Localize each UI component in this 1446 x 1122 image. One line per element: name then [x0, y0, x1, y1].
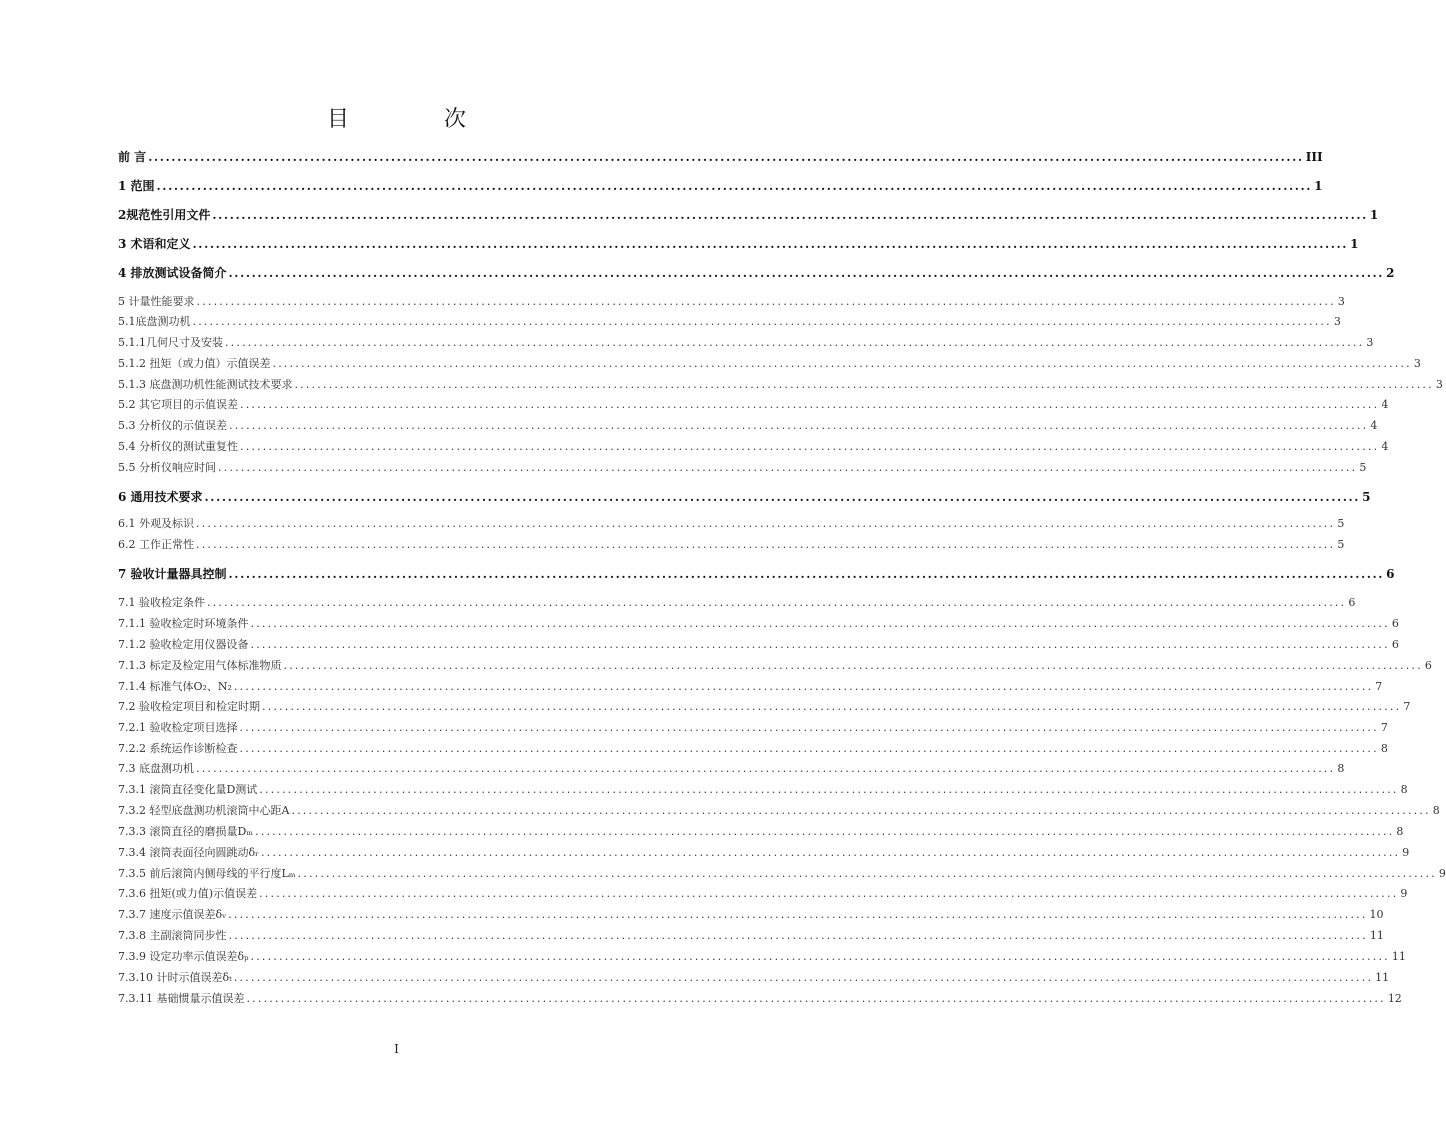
toc-leader-dots: ........................................................................................................................................................................................................	[228, 929, 1368, 942]
toc-entry[interactable]	[118, 720, 1388, 736]
toc-leader-dots: ........................................................................................................................................................................................................	[207, 596, 1347, 609]
toc-entry[interactable]	[118, 516, 1345, 532]
toc-entry-page: 5	[1362, 490, 1371, 504]
toc-entry-label: 7.3.3 滚筒直径的磨损量Dₘ	[118, 825, 254, 838]
toc-entry[interactable]	[118, 177, 1323, 195]
page-number: I	[394, 1042, 399, 1056]
toc-entry-page: 6	[1391, 638, 1399, 651]
toc-entry-label: 5.5 分析仪响应时间	[118, 461, 216, 474]
toc-entry[interactable]	[118, 356, 1421, 372]
toc-entry-page: 8	[1396, 825, 1404, 838]
toc-entry[interactable]	[118, 377, 1443, 393]
toc-entry-label: 7.1.3 标定及检定用气体标准物质	[118, 659, 282, 672]
toc-entry-page: 10	[1369, 908, 1384, 921]
toc-entry[interactable]	[118, 595, 1356, 611]
toc-entry[interactable]	[118, 741, 1388, 757]
toc-entry-label: 7.3.2 轻型底盘测功机滚筒中心距A	[118, 804, 290, 817]
toc-entry-page: 7	[1380, 721, 1388, 734]
toc-leader-dots: ........................................................................................................................................................................................................	[239, 721, 1379, 734]
toc-entry[interactable]	[118, 699, 1411, 715]
toc-entry-page: 11	[1391, 950, 1406, 963]
toc-leader-dots: ........................................................................................................................................................................................................	[192, 315, 1332, 328]
toc-leader-dots: ........................................................................................................................................................................................................	[233, 971, 1374, 984]
toc-entry-page: 3	[1366, 336, 1374, 349]
toc-entry-page: 1	[1314, 179, 1323, 193]
toc-entry-page: 8	[1432, 804, 1440, 817]
toc-entry[interactable]	[118, 970, 1390, 986]
toc-entry[interactable]	[118, 565, 1395, 583]
toc-entry-page: 1	[1369, 208, 1379, 222]
toc-leader-dots: ........................................................................................................................................................................................................	[196, 762, 1336, 775]
toc-leader-dots: ........................................................................................................................................................................................................	[250, 950, 1390, 963]
toc-entry-page: 6	[1386, 567, 1395, 581]
toc-entry-page: 8	[1400, 783, 1408, 796]
toc-leader-dots: ........................................................................................................................................................................................................	[297, 867, 1437, 880]
toc-entry-label: 7.3.11 基础惯量示值误差	[118, 992, 245, 1005]
toc-entry[interactable]	[118, 235, 1359, 253]
toc-entry-page: 3	[1337, 295, 1345, 308]
toc-entry-label: 7.3.10 计时示值误差δₜ	[118, 971, 232, 984]
toc-entry-label: 7.2.1 验收检定项目选择	[118, 721, 238, 734]
toc-entry-label: 7.3.4 滚筒表面径向圆跳动δᵣ	[118, 846, 259, 859]
toc-entry[interactable]	[118, 949, 1406, 965]
toc-leader-dots: ........................................................................................................................................................................................................	[192, 237, 1349, 251]
toc-entry-label: 5.1.3 底盘测功机性能测试技术要求	[118, 378, 293, 391]
toc-entry-page: 4	[1381, 440, 1389, 453]
toc-leader-dots: ........................................................................................................................................................................................................	[212, 208, 1368, 222]
toc-entry-page: 7	[1403, 700, 1411, 713]
toc-entry-label: 7.2.2 系统运作诊断检查	[118, 742, 238, 755]
toc-entry-page: 4	[1381, 398, 1389, 411]
toc-leader-dots: ........................................................................................................................................................................................................	[228, 567, 1385, 581]
toc-entry-label: 7 验收计量器具控制	[118, 567, 227, 581]
toc-entry[interactable]	[118, 418, 1378, 434]
toc-entry[interactable]	[118, 206, 1379, 224]
toc-entry[interactable]	[118, 886, 1408, 902]
toc-entry[interactable]	[118, 907, 1384, 923]
toc-entry-page: 11	[1375, 971, 1390, 984]
toc-entry-page: 1	[1350, 237, 1359, 251]
toc-leader-dots: ........................................................................................................................................................................................................	[250, 638, 1390, 651]
toc-entry-page: 2	[1386, 266, 1395, 280]
toc-entry-label: 5.1底盘测功机	[118, 315, 191, 328]
toc-entry-page: 5	[1337, 538, 1345, 551]
toc-entry-label: 5 计量性能要求	[118, 295, 195, 308]
toc-entry-label: 7.3.1 滚筒直径变化量D测试	[118, 783, 258, 796]
toc-leader-dots: ........................................................................................................................................................................................................	[228, 266, 1385, 280]
toc-entry-label: 5.3 分析仪的示值误差	[118, 419, 227, 432]
toc-entry[interactable]	[118, 148, 1323, 166]
toc-entry-page: 6	[1391, 617, 1399, 630]
toc-entry[interactable]	[118, 397, 1389, 413]
toc-entry-page: 4	[1370, 419, 1378, 432]
toc-entry-page: 9	[1402, 846, 1410, 859]
toc-leader-dots: ........................................................................................................................................................................................................	[259, 783, 1399, 796]
toc-entry-page: 12	[1387, 992, 1402, 1005]
toc-leader-dots: ........................................................................................................................................................................................................	[204, 490, 1361, 504]
toc-entry-page: 9	[1438, 867, 1446, 880]
toc-entry-label: 3 术语和定义	[118, 237, 191, 251]
toc-leader-dots: ........................................................................................................................................................................................................	[218, 461, 1358, 474]
toc-entry-page: 6	[1348, 596, 1356, 609]
toc-entry[interactable]	[118, 824, 1404, 840]
toc-entry-label: 7.3.8 主副滚筒同步性	[118, 929, 227, 942]
toc-leader-dots: ........................................................................................................................................................................................................	[283, 659, 1423, 672]
toc-entry-label: 5.1.1几何尺寸及安装	[118, 336, 223, 349]
toc-entry-label: 7.3.9 设定功率示值误差δₚ	[118, 950, 249, 963]
toc-entry-page: 9	[1400, 887, 1408, 900]
toc-leader-dots: ........................................................................................................................................................................................................	[259, 887, 1399, 900]
toc-leader-dots: ........................................................................................................................................................................................................	[240, 398, 1380, 411]
toc-entry[interactable]	[118, 679, 1383, 695]
toc-leader-dots: ........................................................................................................................................................................................................	[240, 440, 1380, 453]
toc-entry[interactable]	[118, 616, 1399, 632]
toc-entry[interactable]	[118, 314, 1341, 330]
toc-entry-page: 11	[1369, 929, 1384, 942]
toc-entry[interactable]	[118, 488, 1371, 506]
toc-leader-dots: ........................................................................................................................................................................................................	[294, 378, 1434, 391]
toc-entry-page: 5	[1359, 461, 1367, 474]
toc-entry-page: 5	[1337, 517, 1345, 530]
toc-entry[interactable]	[118, 991, 1402, 1007]
toc-entry[interactable]	[118, 782, 1408, 798]
toc-entry-page: 8	[1380, 742, 1388, 755]
toc-entry[interactable]	[118, 439, 1389, 455]
toc-leader-dots: ........................................................................................................................................................................................................	[196, 517, 1336, 530]
toc-entry-page: III	[1305, 150, 1323, 164]
toc-entry[interactable]	[118, 537, 1345, 553]
toc-entry-label: 7.2 验收检定项目和检定时期	[118, 700, 260, 713]
toc-entry-label: 5.2 其它项目的示值误差	[118, 398, 238, 411]
toc-entry-page: 8	[1337, 762, 1345, 775]
toc-entry-page: 7	[1375, 680, 1383, 693]
toc-leader-dots: ........................................................................................................................................................................................................	[156, 179, 1313, 193]
toc-leader-dots: ........................................................................................................................................................................................................	[260, 846, 1401, 859]
toc-leader-dots: ........................................................................................................................................................................................................	[262, 700, 1402, 713]
toc-leader-dots: ........................................................................................................................................................................................................	[233, 680, 1374, 693]
toc-entry[interactable]	[118, 264, 1395, 282]
toc-entry-label: 4 排放测试设备简介	[118, 266, 227, 280]
toc-entry[interactable]	[118, 637, 1399, 653]
toc-leader-dots: ........................................................................................................................................................................................................	[196, 538, 1336, 551]
toc-entry-label: 7.3 底盘测功机	[118, 762, 194, 775]
toc-entry-label: 6.2 工作正常性	[118, 538, 194, 551]
toc-entry-label: 7.3.6 扭矩(或力值)示值误差	[118, 887, 258, 900]
toc-entry-label: 7.1.2 验收检定用仪器设备	[118, 638, 249, 651]
toc-leader-dots: ........................................................................................................................................................................................................	[148, 150, 1304, 164]
toc-leader-dots: ........................................................................................................................................................................................................	[291, 804, 1431, 817]
toc-entry-label: 6 通用技术要求	[118, 490, 203, 504]
toc-leader-dots: ........................................................................................................................................................................................................	[228, 908, 1368, 921]
toc-entry[interactable]	[118, 335, 1374, 351]
toc-leader-dots: ........................................................................................................................................................................................................	[246, 992, 1386, 1005]
toc-leader-dots: ........................................................................................................................................................................................................	[225, 336, 1365, 349]
toc-leader-dots: ........................................................................................................................................................................................................	[196, 295, 1336, 308]
toc-entry-label: 5.1.2 扭矩（或力值）示值误差	[118, 357, 271, 370]
toc-leader-dots: ........................................................................................................................................................................................................	[255, 825, 1395, 838]
toc-entry-page: 3	[1435, 378, 1443, 391]
toc-entry-label: 7.1.4 标准气体O₂、N₂	[118, 680, 232, 693]
toc-entry-label: 前 言	[118, 150, 147, 164]
toc-entry[interactable]	[118, 845, 1410, 861]
toc-entry-label: 7.1 验收检定条件	[118, 596, 205, 609]
toc-entry-label: 2规范性引用文件	[118, 208, 211, 222]
toc-leader-dots: ........................................................................................................................................................................................................	[239, 742, 1379, 755]
toc-entry-label: 6.1 外观及标识	[118, 517, 194, 530]
toc-entry[interactable]	[118, 928, 1384, 944]
toc-entry[interactable]	[118, 761, 1345, 777]
toc-entry[interactable]	[118, 460, 1367, 476]
toc-entry-label: 7.3.5 前后滚筒内侧母线的平行度Lₘ	[118, 867, 296, 880]
toc-entry[interactable]	[118, 294, 1345, 310]
toc-entry-label: 5.4 分析仪的测试重复性	[118, 440, 238, 453]
toc-entry[interactable]	[118, 866, 1446, 882]
toc-entry-label: 7.1.1 验收检定时环境条件	[118, 617, 249, 630]
page-title: 目 次	[327, 107, 510, 132]
toc-entry-page: 6	[1424, 659, 1432, 672]
toc-leader-dots: ........................................................................................................................................................................................................	[250, 617, 1390, 630]
toc-entry-label: 7.3.7 速度示值误差δᵥ	[118, 908, 227, 921]
toc-entry-page: 3	[1333, 315, 1341, 328]
toc-entry-page: 3	[1413, 357, 1421, 370]
toc-leader-dots: ........................................................................................................................................................................................................	[229, 419, 1369, 432]
toc-entry-label: 1 范围	[118, 179, 155, 193]
toc-entry[interactable]	[118, 803, 1440, 819]
toc-entry[interactable]	[118, 658, 1432, 674]
toc-leader-dots: ........................................................................................................................................................................................................	[272, 357, 1412, 370]
